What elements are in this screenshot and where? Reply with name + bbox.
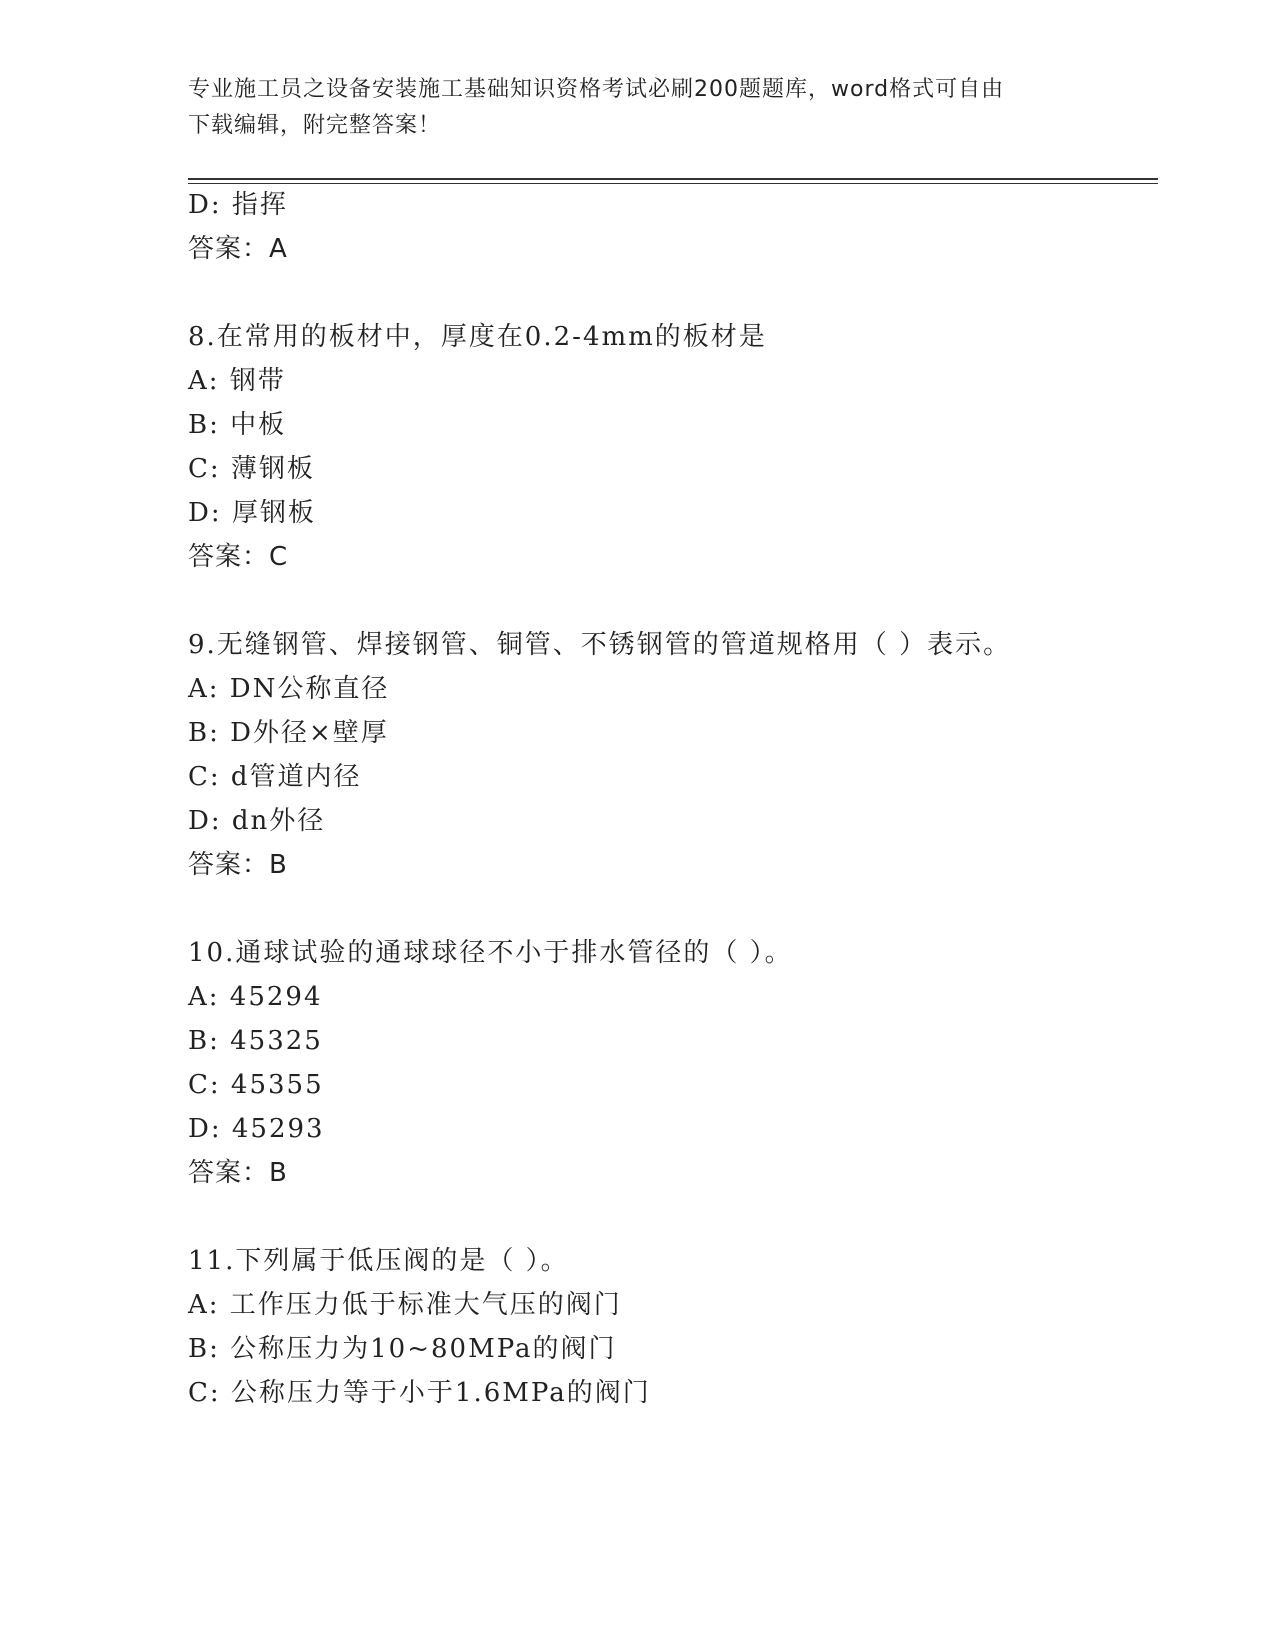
q9-option-c: C: d管道内径 bbox=[188, 762, 362, 792]
prev-answer: 答案：A bbox=[188, 234, 288, 264]
q9-option-b: B: D外径×壁厚 bbox=[188, 718, 389, 748]
q9-question: 9.无缝钢管、焊接钢管、铜管、不锈钢管的管道规格用（ ）表示。 bbox=[188, 630, 1012, 660]
q8-option-b: B: 中板 bbox=[188, 410, 287, 440]
q8-option-d: D: 厚钢板 bbox=[188, 498, 316, 528]
q8-option-c: C: 薄钢板 bbox=[188, 454, 315, 484]
q8-option-a: A: 钢带 bbox=[188, 366, 286, 396]
q9-option-a: A: DN公称直径 bbox=[188, 674, 390, 704]
q10-option-a: A: 45294 bbox=[188, 982, 323, 1012]
q10-answer: 答案：B bbox=[188, 1158, 288, 1188]
q11-option-a: A: 工作压力低于标准大气压的阀门 bbox=[188, 1290, 622, 1320]
q9-option-d: D: dn外径 bbox=[188, 806, 326, 836]
q10-option-b: B: 45325 bbox=[188, 1026, 323, 1056]
q8-question: 8.在常用的板材中，厚度在0.2-4mm的板材是 bbox=[188, 322, 767, 352]
document-header bbox=[188, 72, 1088, 144]
q9-answer: 答案：B bbox=[188, 850, 288, 880]
q11-option-c: C: 公称压力等于小于1.6MPa的阀门 bbox=[188, 1378, 651, 1408]
q10-question: 10.通球试验的通球球径不小于排水管径的（ ）。 bbox=[188, 938, 793, 968]
q10-option-d: D: 45293 bbox=[188, 1114, 325, 1144]
header-title-line-2: 下载编辑，附完整答案！ bbox=[188, 113, 442, 138]
q11-question: 11.下列属于低压阀的是（ ）。 bbox=[188, 1246, 569, 1276]
q10-option-c: C: 45355 bbox=[188, 1070, 324, 1100]
header-rule-thick bbox=[188, 178, 1158, 180]
prev-option-d: D: 指挥 bbox=[188, 190, 288, 220]
q8-answer: 答案：C bbox=[188, 542, 289, 572]
q11-option-b: B: 公称压力为10~80MPa的阀门 bbox=[188, 1334, 617, 1364]
header-rule-thin bbox=[188, 183, 1158, 184]
header-title-line-1: 专业施工员之设备安装施工基础知识资格考试必刷200题题库，word格式可自由 bbox=[188, 77, 1005, 102]
